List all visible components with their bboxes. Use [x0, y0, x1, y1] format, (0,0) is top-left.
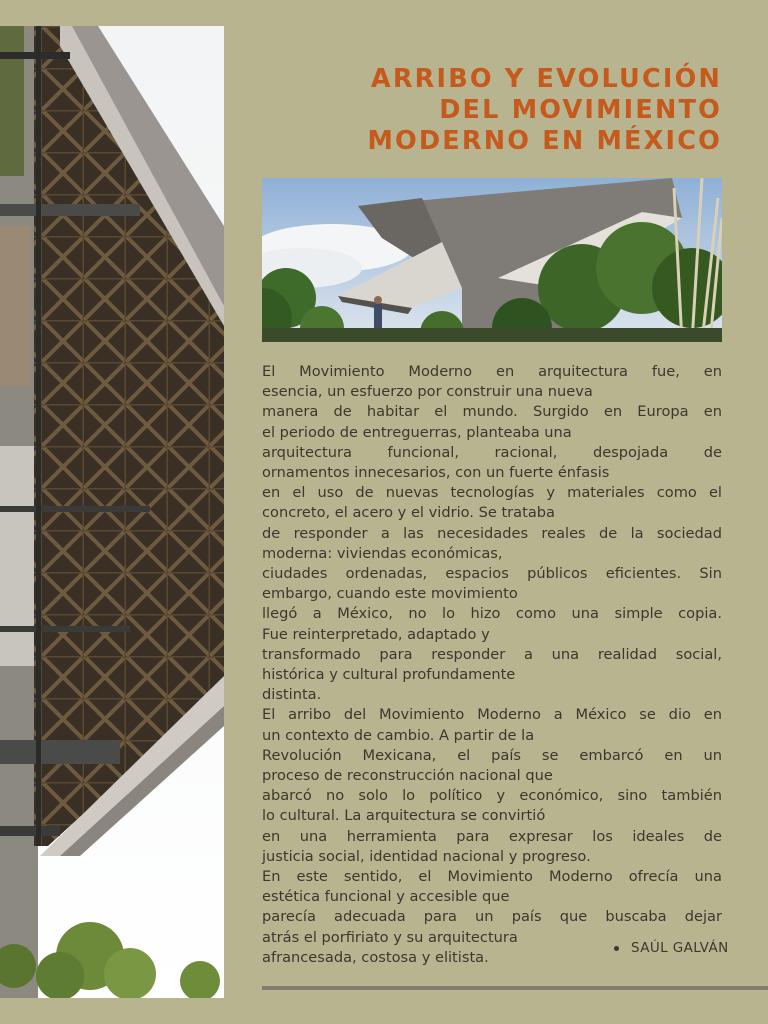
title-line: MODERNO EN MÉXICO	[367, 126, 722, 156]
body-line: un contexto de cambio. A partir de la	[262, 726, 535, 744]
body-line: Fue reinterpretado, adaptado y	[262, 625, 490, 643]
body-line: arquitectura funcional, racional, despojada de	[262, 443, 722, 461]
body-line: afrancesada, costosa y elitista.	[262, 948, 489, 966]
body-line: El Movimiento Moderno en arquitectura fue, en	[262, 363, 722, 380]
body-line: lo cultural. La arquitectura se convirtió	[262, 807, 546, 825]
bullet-icon	[614, 946, 619, 951]
author-byline	[614, 940, 729, 956]
body-line: esencia, un esfuerzo por construir una nueva	[262, 383, 593, 401]
body-line: justicia social, identidad nacional y progreso.	[262, 847, 591, 865]
body-line: moderna: viviendas económicas,	[262, 544, 503, 562]
body-line: En este sentido, el Movimiento Moderno ofrecía una	[262, 868, 722, 886]
body-line: abarcó no solo lo político y económico, sino también	[262, 787, 722, 805]
inline-photo-concrete-building	[262, 178, 722, 342]
body-line: ciudades ordenadas, espacios públicos eficientes. Sin	[262, 565, 722, 583]
body-line: de responder a las necesidades reales de la sociedad	[262, 524, 722, 542]
body-line: El arribo del Movimiento Moderno a México se dio en	[262, 706, 722, 724]
body-line: embargo, cuando este movimiento	[262, 585, 518, 603]
body-line: proceso de reconstrucción nacional que	[262, 767, 553, 785]
body-line: en el uso de nuevas tecnologías y materiales como el	[262, 484, 722, 502]
title-line: DEL MOVIMIENTO	[439, 95, 722, 125]
body-line: ornamentos innecesarios, con un fuerte énfasis	[262, 464, 610, 482]
body-line: concreto, el acero y el vidrio. Se trataba	[262, 504, 556, 522]
body-line: estética funcional y accesible que	[262, 888, 510, 906]
body-line: llegó a México, no lo hizo como una simple copia.	[262, 605, 722, 623]
bottom-divider	[262, 986, 768, 990]
body-line: manera de habitar el mundo. Surgido en Europa en	[262, 403, 722, 421]
body-line: parecía adecuada para un país que buscaba dejar	[262, 908, 722, 926]
body-line: histórica y cultural profundamente	[262, 666, 516, 684]
author-name: SAÚL GALVÁN	[631, 940, 729, 956]
article-title	[262, 64, 722, 157]
body-line: en una herramienta para expresar los ideales de	[262, 827, 722, 845]
body-line: distinta.	[262, 686, 322, 704]
title-line: ARRIBO Y EVOLUCIÓN	[370, 64, 722, 94]
body-line: transformado para responder a una realidad social,	[262, 645, 722, 663]
body-line: Revolución Mexicana, el país se embarcó en un	[262, 746, 722, 764]
left-photo-canopy	[0, 26, 224, 998]
body-line: atrás el porfiriato y su arquitectura	[262, 928, 518, 946]
article-body	[262, 362, 722, 968]
body-line: el periodo de entreguerras, planteaba una	[262, 423, 572, 441]
